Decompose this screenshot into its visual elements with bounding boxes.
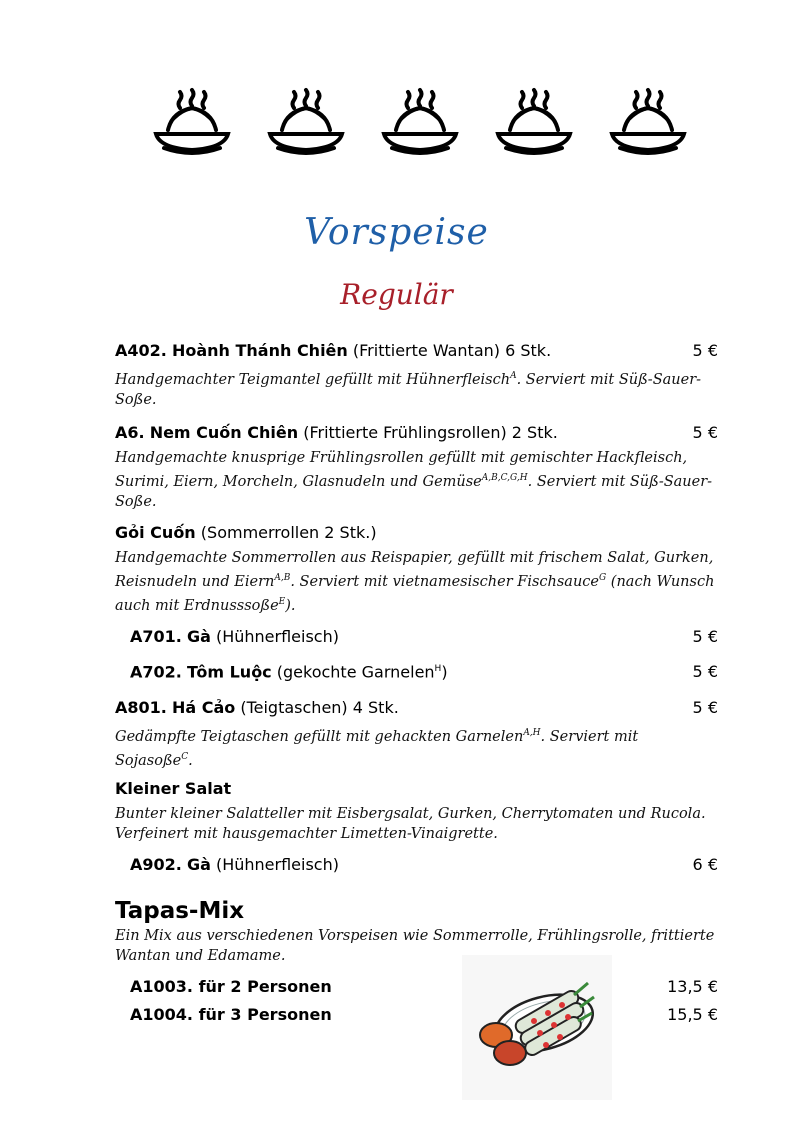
item-price: 5 € xyxy=(692,341,718,360)
item-title xyxy=(115,697,399,719)
desc-text: Gedämpfte Teigtaschen gefüllt mit gehackten Garnelen xyxy=(115,728,524,745)
desc-text: ). xyxy=(285,597,296,614)
tapas-description: Ein Mix aus verschiedenen Vorspeisen wie Sommerrolle, Frühlingsrolle, frittierte Wantan und Edamame. xyxy=(115,928,715,964)
page-subtitle: Regulär xyxy=(340,278,453,311)
item-title xyxy=(115,340,551,362)
item-title xyxy=(115,522,377,544)
desc-text: . Serviert mit vietnamesischer Fischsauce xyxy=(290,573,599,590)
allergen-sup: A xyxy=(510,371,517,381)
desc-text: Handgemachte knusprige Frühlingsrollen gefüllt mit gemischter Hackfleisch, Surimi, Eiern, Morcheln, Glasnudeln und Gemüse xyxy=(115,450,688,490)
allergen-sup: H xyxy=(434,663,442,674)
desc-text: Handgemachte Sommerrollen aus Reispapier, gefüllt mit frischem Salat, Gurken, Reisnudeln und Eiern xyxy=(115,550,714,590)
variant-title xyxy=(130,1004,332,1026)
item-code: A402. xyxy=(115,341,167,360)
item-detail: (Frittierte Frühlingsrollen) 2 Stk. xyxy=(303,423,558,442)
steaming-dumpling-plate-icon xyxy=(492,78,576,162)
menu-item-kleiner-salat xyxy=(115,778,718,876)
item-line xyxy=(115,522,718,544)
variant-title xyxy=(130,626,339,648)
variant-name: Gà xyxy=(186,855,211,874)
item-line xyxy=(115,340,718,362)
item-description xyxy=(115,366,718,410)
variant-detail: (Hühnerfleisch) xyxy=(215,855,339,874)
variant-name: Gà xyxy=(186,626,211,646)
variant-row xyxy=(115,658,718,683)
variant-title xyxy=(130,658,448,683)
allergen-sup: G xyxy=(599,573,607,583)
variant-row xyxy=(115,626,718,648)
variant-title xyxy=(130,854,339,876)
spring-rolls-plate-icon xyxy=(462,955,612,1100)
steaming-dumpling-plate-icon xyxy=(378,78,462,162)
desc-text: (nach Wunsch auch mit Erdnusssoße xyxy=(115,573,715,614)
variant-label: für 2 Personen xyxy=(198,977,332,996)
variant-code: A1004. xyxy=(130,1005,193,1024)
allergen-sup: A,H xyxy=(523,728,541,738)
menu-item-goi-cuon xyxy=(115,522,718,683)
item-description xyxy=(115,548,718,616)
item-description xyxy=(115,448,718,512)
menu-item-a6 xyxy=(115,422,718,512)
item-description xyxy=(115,723,718,771)
item-description: Bunter kleiner Salatteller mit Eisbergsalat, Gurken, Cherrytomaten und Rucola. Verfeinert mit hausgemachter Limetten-Vinaigrette. xyxy=(115,806,706,842)
item-line xyxy=(115,422,718,444)
allergen-sup: E xyxy=(278,596,286,607)
variant-title xyxy=(130,976,332,998)
allergen-sup: C xyxy=(181,751,189,762)
variant-name: Tôm Luộc xyxy=(186,661,272,681)
variant-row xyxy=(115,976,718,998)
variant-price: 5 € xyxy=(692,661,718,681)
tapas-title: Tapas-Mix xyxy=(115,898,245,924)
desc-text: . xyxy=(188,752,193,769)
item-code: A6. xyxy=(115,423,145,442)
item-detail: (Frittierte Wantan) 6 Stk. xyxy=(352,341,552,360)
steaming-dumpling-plate-icon xyxy=(606,78,690,162)
variant-price: 13,5 € xyxy=(667,977,718,996)
page-title: Vorspeise xyxy=(304,212,489,253)
item-name: Há Cảo xyxy=(171,698,236,717)
tapas-section xyxy=(115,896,718,1026)
item-name: Gỏi Cuốn xyxy=(115,523,196,542)
variant-row xyxy=(115,1004,718,1026)
menu-item-a801 xyxy=(115,697,718,771)
variant-code: A702. xyxy=(130,661,182,681)
variant-price: 15,5 € xyxy=(667,1005,718,1024)
item-detail: (Teigtaschen) 4 Stk. xyxy=(240,698,399,717)
item-detail: (Sommerrollen 2 Stk.) xyxy=(200,523,377,542)
item-title xyxy=(115,422,558,444)
item-code: A801. xyxy=(115,698,167,717)
desc-text: . Serviert mit Süß-Sauer-Soße. xyxy=(115,473,713,510)
item-line xyxy=(115,697,718,719)
item-name: Nem Cuốn Chiên xyxy=(149,423,299,442)
variant-code: A1003. xyxy=(130,977,193,996)
allergen-sup: A,B xyxy=(274,573,291,583)
header-icons xyxy=(150,78,690,162)
variant-label: für 3 Personen xyxy=(198,1005,332,1024)
variant-code: A902. xyxy=(130,855,182,874)
desc-text: . Serviert mit Sojasoße xyxy=(115,728,639,769)
item-price: 5 € xyxy=(692,423,718,442)
variant-detail-end: ) xyxy=(441,661,448,681)
item-price: 5 € xyxy=(692,698,718,717)
desc-text: Handgemachter Teigmantel gefüllt mit Hühnerfleisch xyxy=(115,371,511,388)
allergen-sup: A,B,C,G,H xyxy=(481,473,528,483)
item-name: Kleiner Salat xyxy=(115,779,232,798)
steaming-dumpling-plate-icon xyxy=(150,78,234,162)
steaming-dumpling-plate-icon xyxy=(264,78,348,162)
desc-text: . Serviert mit Süß-Sauer-Soße. xyxy=(115,371,702,408)
variant-code: A701. xyxy=(130,626,182,646)
variant-detail: (Hühnerfleisch) xyxy=(215,626,339,646)
variant-price: 6 € xyxy=(692,855,718,874)
variant-detail: (gekochte Garnelen xyxy=(276,661,435,681)
variant-price: 5 € xyxy=(692,626,718,646)
item-name: Hoành Thánh Chiên xyxy=(171,341,348,360)
menu-item-a402 xyxy=(115,340,718,410)
variant-row xyxy=(115,854,718,876)
